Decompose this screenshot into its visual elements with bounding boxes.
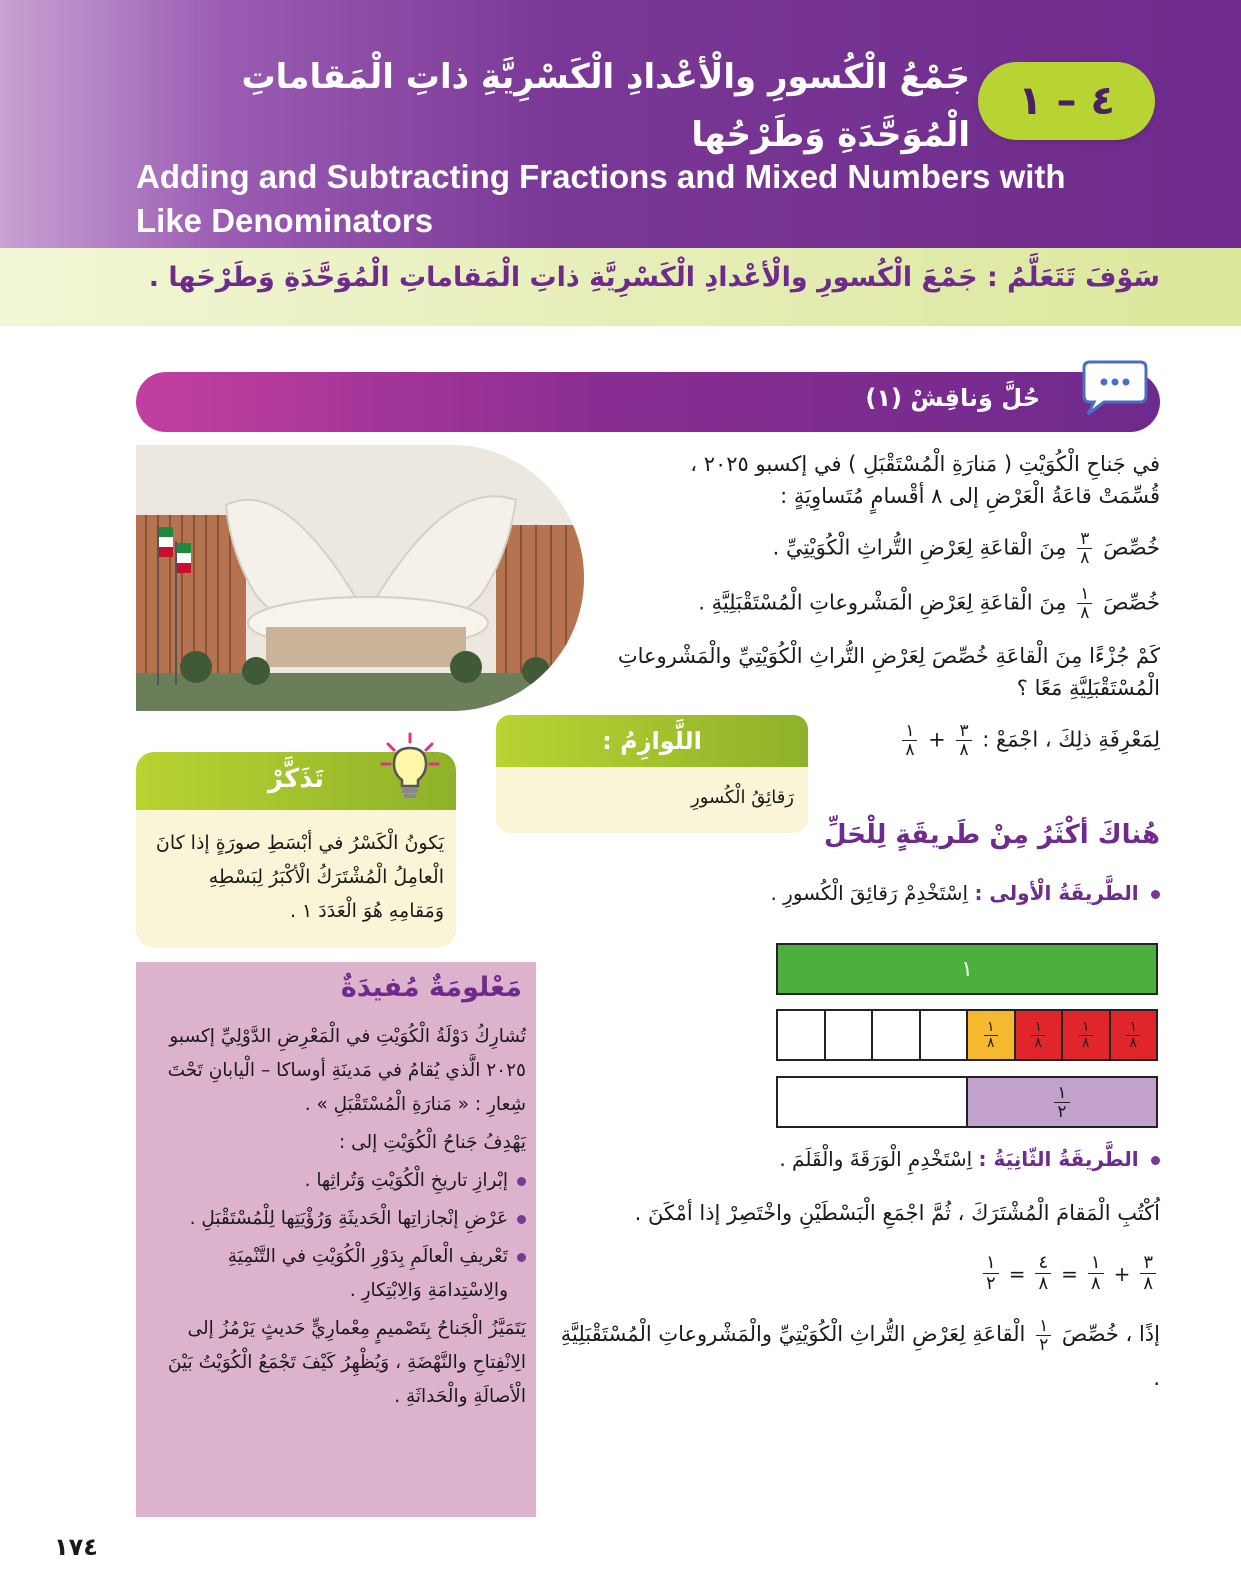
fraction-numerator: ١	[1126, 1020, 1140, 1036]
bullet-icon	[1151, 1156, 1160, 1165]
lightbulb-icon	[380, 732, 440, 800]
fraction-three-eighths	[1077, 530, 1092, 567]
problem-question: كَمْ جُزْءًا مِنَ الْقاعَةِ خُصِّصَ لِعَرْضِ التُّراثِ الْكُوَيْتِيِّ والْمَشْروعاتِ الْمُسْتَقْبَلِيَّةِ مَعًا ؟	[617, 644, 1160, 700]
fraction-denominator: ٢	[1057, 1101, 1067, 1122]
fraction-numerator: ١	[1079, 1020, 1093, 1036]
fraction-numerator: ٤	[1035, 1253, 1051, 1274]
heritage-allocation-prefix: خُصِّصَ	[1103, 535, 1160, 560]
cell-fraction	[1126, 1020, 1140, 1051]
fraction-numerator: ١	[983, 1253, 999, 1274]
cell-fraction	[1031, 1020, 1045, 1051]
intro-line-1: في جَناحِ الْكُوَيْتِ ( مَنارَةِ الْمُسْتَقْبَلِ ) في إكسبو ٢٠٢٥ ،	[690, 452, 1160, 476]
useful-info-list	[150, 1164, 526, 1308]
cell-fraction	[984, 1020, 998, 1051]
fraction-numerator: ١	[1077, 585, 1092, 604]
fraction-numerator: ١	[1088, 1253, 1104, 1274]
fraction-denominator: ٨	[1090, 1273, 1101, 1294]
pavilion-illustration	[136, 445, 584, 711]
fraction-strip-eighths	[776, 1009, 1158, 1061]
yellow-eighth-cell	[968, 1011, 1016, 1059]
useful-info-paragraph-2: يَهْدِفُ جَناحُ الْكُوَيْتِ إلى :	[339, 1132, 526, 1153]
fraction-denominator: ٢	[986, 1273, 996, 1294]
page-number: ١٧٤	[54, 1533, 98, 1561]
fraction-numerator: ٣	[956, 722, 971, 741]
fraction-denominator: ٢	[1039, 1334, 1049, 1355]
empty-eighth-cell	[921, 1011, 969, 1059]
projects-allocation-text: مِنَ الْقاعَةِ لِعَرْضِ الْمَشْروعاتِ الْمُسْتَقْبَلِيَّةِ .	[698, 590, 1067, 615]
lesson-title-arabic: جَمْعُ الْكُسورِ والْأعْدادِ الْكَسْرِيَّةِ ذاتِ الْمَقاماتِ الْمُوَحَّدَةِ وَطَرْحُها	[241, 57, 970, 155]
list-item: إبْرازِ تاريخِ الْكُوَيْتِ وَتُراثِها .	[150, 1164, 508, 1198]
projects-allocation	[600, 585, 1160, 622]
useful-info-body	[150, 1020, 526, 1418]
more-ways-heading: هُناكَ أكْثَرُ مِنْ طَريقَةٍ لِلْحَلِّ	[824, 820, 1160, 850]
fraction-strip-half	[776, 1076, 1158, 1128]
materials-item: رَقائِقُ الْكُسورِ	[691, 787, 794, 808]
empty-half-cell	[778, 1078, 968, 1126]
fraction-denominator: ٨	[1081, 1034, 1090, 1051]
cell-fraction	[1054, 1084, 1069, 1121]
chat-bubble-icon	[1080, 356, 1150, 418]
fraction-numerator: ١	[1036, 1317, 1051, 1336]
fraction-strip-whole: ١	[776, 943, 1158, 995]
materials-card	[496, 715, 808, 833]
result-fraction	[983, 1253, 999, 1294]
method-two-instruction: اُكْتُبِ الْمَقامَ الْمُشْتَرَكَ ، ثُمَّ اجْمَعِ الْبَسْطَيْنِ واخْتَصِرْ إذا أمْكَنَ .	[634, 1201, 1160, 1225]
add-instruction-text: لِمَعْرِفَةِ ذلِكَ ، اجْمَعْ :	[982, 727, 1160, 752]
useful-info-paragraph-3: يَتَمَيَّزُ الْجَناحُ بِتَصْميمٍ مِعْمارِيٍّ حَديثٍ يَرْمُزُ إلى الِانْفِتاحِ والنَّهْضَةِ ، وَيُظْهِرُ كَيْفَ تَجْمَعُ الْكُوَيْتُ بَيْنَ الْأصالَةِ والْحَداثَةِ .	[167, 1318, 526, 1407]
method-two-label: الطَّريقَةُ الثّانِيَةُ :	[978, 1147, 1139, 1171]
conclusion-prefix: إذًا ، خُصِّصَ	[1061, 1322, 1160, 1346]
learning-objective-text: جَمْعَ الْكُسورِ والْأعْدادِ الْكَسْرِيَّةِ ذاتِ الْمَقاماتِ الْمُوَحَّدَةِ وَطَرْحَها .	[148, 262, 978, 293]
method-one-text: اِسْتَخْدِمْ رَقائِقَ الْكُسورِ .	[770, 881, 969, 905]
conclusion-fraction	[1036, 1317, 1051, 1354]
addend-fraction	[1140, 1253, 1156, 1294]
fraction-numerator: ٣	[1140, 1253, 1156, 1274]
red-eighth-cell	[1063, 1011, 1111, 1059]
lesson-title-english: Adding and Subtracting Fractions and Mixed Numbers with Like Denominators	[136, 158, 1066, 239]
list-item: عَرْضِ إنْجازاتِها الْحَديثَةِ وَرُؤْيَتِها لِلْمُسْتَقْبَلِ .	[150, 1202, 508, 1236]
list-item: تَعْريفِ الْعالَمِ بِدَوْرِ الْكُوَيْتِ في التَّنْمِيَةِ والِاسْتِدامَةِ وَالِابْتِكارِ .	[150, 1240, 508, 1308]
empty-eighth-cell	[873, 1011, 921, 1059]
fraction-equation	[880, 1253, 1160, 1294]
plus-sign: +	[1113, 1261, 1131, 1286]
useful-info-title: مَعْلومَةٌ مُفيدَةٌ	[340, 972, 522, 1003]
materials-title: اللَّوازِمُ :	[496, 715, 808, 767]
empty-eighth-cell	[778, 1011, 826, 1059]
fraction-numerator: ١	[1031, 1020, 1045, 1036]
method-two-text: اِسْتَخْدِمِ الْوَرَقَةَ والْقَلَمَ .	[779, 1147, 973, 1171]
fraction-denominator: ٨	[1080, 603, 1090, 623]
conclusion-text: الْقاعَةِ لِعَرْضِ التُّراثِ الْكُوَيْتِيِّ والْمَشْروعاتِ الْمُسْتَقْبَلِيَّةِ .	[560, 1322, 1160, 1390]
red-eighth-cell	[1111, 1011, 1157, 1059]
fraction-numerator: ٣	[1077, 530, 1092, 549]
heritage-allocation	[600, 530, 1160, 567]
filled-half-cell	[968, 1078, 1156, 1126]
red-eighth-cell	[1016, 1011, 1064, 1059]
addend-fraction	[1088, 1253, 1104, 1294]
useful-info-card	[136, 962, 536, 1517]
discuss-title: حُلَّ وَناقِشْ (١)	[865, 384, 1040, 412]
bullet-icon	[1151, 890, 1160, 899]
fraction-denominator: ٨	[1143, 1273, 1153, 1294]
plus-sign: +	[928, 727, 946, 752]
fraction-denominator: ٨	[1080, 548, 1090, 568]
remember-text: يَكونُ الْكَسْرُ في أبْسَطِ صورَةٍ إذا كانَ الْعامِلُ الْمُشْتَرَكُ الْأكْبَرُ لِبَسْطِهِ وَمَقامِهِ هُوَ الْعَدَدَ ١ .	[155, 832, 444, 922]
intro-paragraph	[600, 448, 1160, 512]
fraction-denominator: ٨	[1129, 1034, 1138, 1051]
heritage-allocation-text: مِنَ الْقاعَةِ لِعَرْضِ التُّراثِ الْكُوَيْتِيِّ .	[772, 535, 1067, 560]
fraction-denominator: ٨	[986, 1034, 995, 1051]
empty-eighth-cell	[826, 1011, 874, 1059]
kuwait-pavilion-photo	[136, 445, 584, 711]
fraction-one-eighth	[902, 722, 917, 759]
fraction-one-eighth	[1077, 585, 1092, 622]
fraction-denominator: ٨	[1038, 1273, 1049, 1294]
fraction-numerator: ١	[902, 722, 917, 741]
remember-title: تَذَكَّرْ	[267, 764, 325, 794]
learning-objective	[60, 262, 1160, 293]
lesson-number-badge: ٤ – ١	[978, 62, 1155, 140]
intro-line-2: قُسِّمَتْ قاعَةُ الْعَرْضِ إلى ٨ أقْسامٍ مُتَساوِيَةٍ :	[780, 484, 1160, 508]
sum-fraction	[1035, 1253, 1051, 1294]
method-one-label: الطَّريقَةُ الْأولى :	[974, 881, 1139, 905]
method-two	[600, 1142, 1160, 1176]
fraction-numerator: ١	[984, 1020, 998, 1036]
equals-sign: =	[1061, 1261, 1078, 1286]
fraction-denominator: ٨	[905, 740, 915, 760]
fraction-denominator: ٨	[959, 740, 969, 760]
equals-sign: =	[1008, 1261, 1026, 1286]
projects-allocation-prefix: خُصِّصَ	[1103, 590, 1160, 615]
fraction-numerator: ١	[1054, 1084, 1069, 1103]
fraction-denominator: ٨	[1034, 1034, 1043, 1051]
cell-fraction	[1079, 1020, 1093, 1051]
fraction-three-eighths	[956, 722, 971, 759]
learning-objective-label: سَوْفَ تَتَعَلَّمُ :	[986, 262, 1160, 293]
method-one	[600, 876, 1160, 910]
conclusion	[560, 1312, 1160, 1400]
useful-info-paragraph-1: تُشارِكُ دَوْلَةُ الْكُوَيْتِ في الْمَعْرِضِ الدَّوْلِيِّ إكسبو ٢٠٢٥ الَّذي يُقامُ في مَدينَةِ أوساكا – الْيابانِ تَحْتَ شِعارِ : « مَنارَةِ الْمُسْتَقْبَلِ » .	[167, 1026, 526, 1115]
